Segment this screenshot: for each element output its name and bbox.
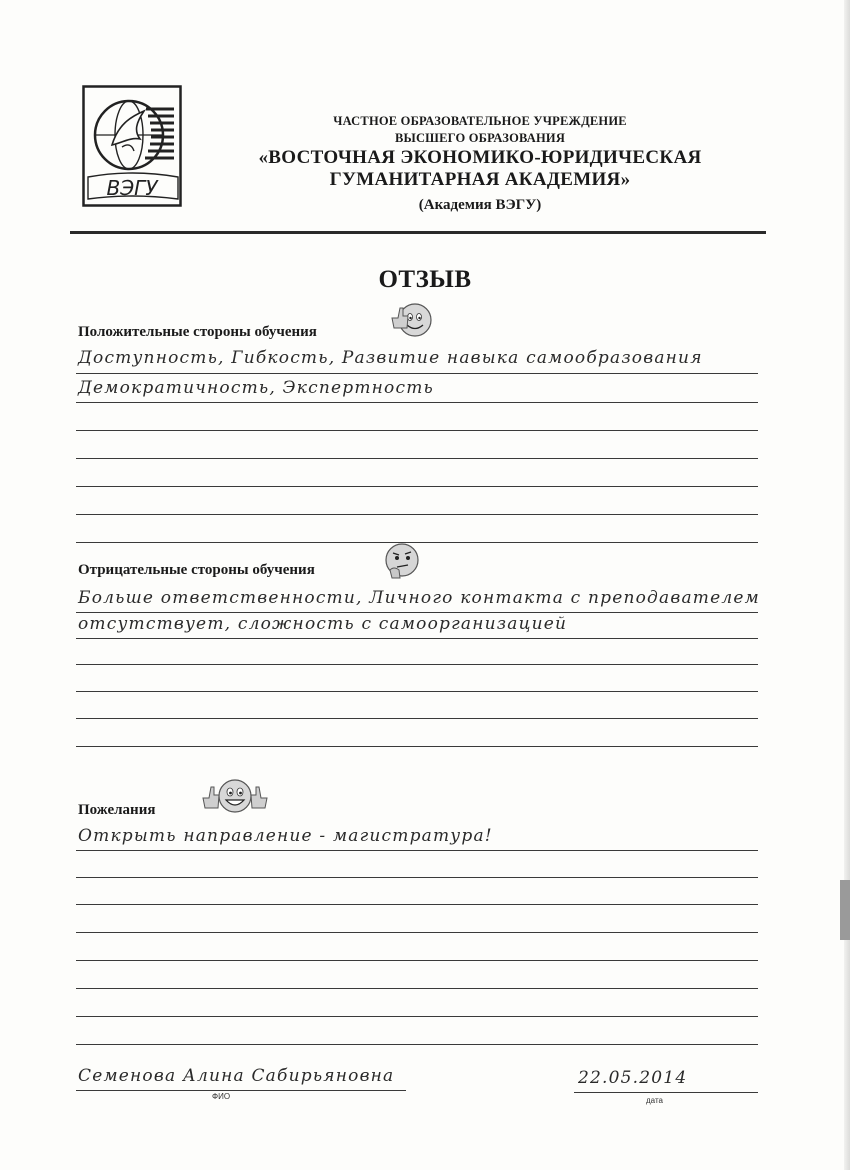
answer-line <box>76 850 758 851</box>
positive-answer-line-2: Демократичность, Экспертность <box>78 378 434 398</box>
answer-line <box>76 960 758 961</box>
answer-line <box>76 664 758 665</box>
answer-line <box>76 691 758 692</box>
answer-line <box>76 746 758 747</box>
answer-line <box>76 904 758 905</box>
answer-line <box>76 402 758 403</box>
wishes-answer-line-1: Открыть направление - магистратура! <box>78 826 493 846</box>
answer-line <box>76 514 758 515</box>
header-line-4: ГУМАНИТАРНАЯ АКАДЕМИЯ» <box>329 169 631 190</box>
scan-edge-mark <box>840 880 850 940</box>
answer-line <box>76 1016 758 1017</box>
feedback-date: 22.05.2014 <box>578 1068 688 1088</box>
wishes-section-label: Пожелания <box>78 802 156 818</box>
student-name: Семенова Алина Сабирьяновна <box>78 1066 395 1086</box>
answer-line <box>76 486 758 487</box>
answer-line <box>76 1044 758 1045</box>
header-line-2: ВЫСШЕГО ОБРАЗОВАНИЯ <box>394 131 566 145</box>
institution-header <box>200 113 760 216</box>
answer-line <box>76 638 758 639</box>
header-line-3: «ВОСТОЧНАЯ ЭКОНОМИКО-ЮРИДИЧЕСКАЯ <box>258 147 702 168</box>
answer-line <box>76 458 758 459</box>
two-thumbs-up-smiley-icon <box>200 774 270 818</box>
globe-dove-logo-icon <box>82 85 182 207</box>
scan-edge <box>844 0 850 1170</box>
date-caption: дата <box>646 1096 663 1105</box>
answer-line <box>76 612 758 613</box>
positive-answer-line-1: Доступность, Гибкость, Развитие навыка самообразования <box>78 348 703 368</box>
negative-section-label: Отрицательные стороны обучения <box>78 562 315 578</box>
thumbs-up-smiley-icon <box>388 296 434 340</box>
answer-line <box>76 373 758 374</box>
header-line-5: (Академия ВЭГУ) <box>418 197 542 213</box>
answer-line <box>76 988 758 989</box>
header-line-1: ЧАСТНОЕ ОБРАЗОВАТЕЛЬНОЕ УЧРЕЖДЕНИЕ <box>333 114 627 128</box>
name-caption: ФИО <box>212 1092 231 1101</box>
answer-line <box>76 430 758 431</box>
page-title: ОТЗЫВ <box>378 266 472 293</box>
positive-section-label: Положительные стороны обучения <box>78 324 317 340</box>
thinking-smiley-icon <box>380 540 424 582</box>
answer-line <box>76 718 758 719</box>
negative-answer-line-2: отсутствует, сложность с самоорганизацией <box>78 614 568 634</box>
answer-line <box>76 932 758 933</box>
name-line <box>76 1090 406 1091</box>
date-line <box>574 1092 758 1093</box>
answer-line <box>76 877 758 878</box>
svg-text:ВЭГУ: ВЭГУ <box>106 176 158 200</box>
negative-answer-line-1: Больше ответственности, Личного контакта с преподавателем <box>78 588 760 608</box>
header-divider <box>70 231 766 234</box>
